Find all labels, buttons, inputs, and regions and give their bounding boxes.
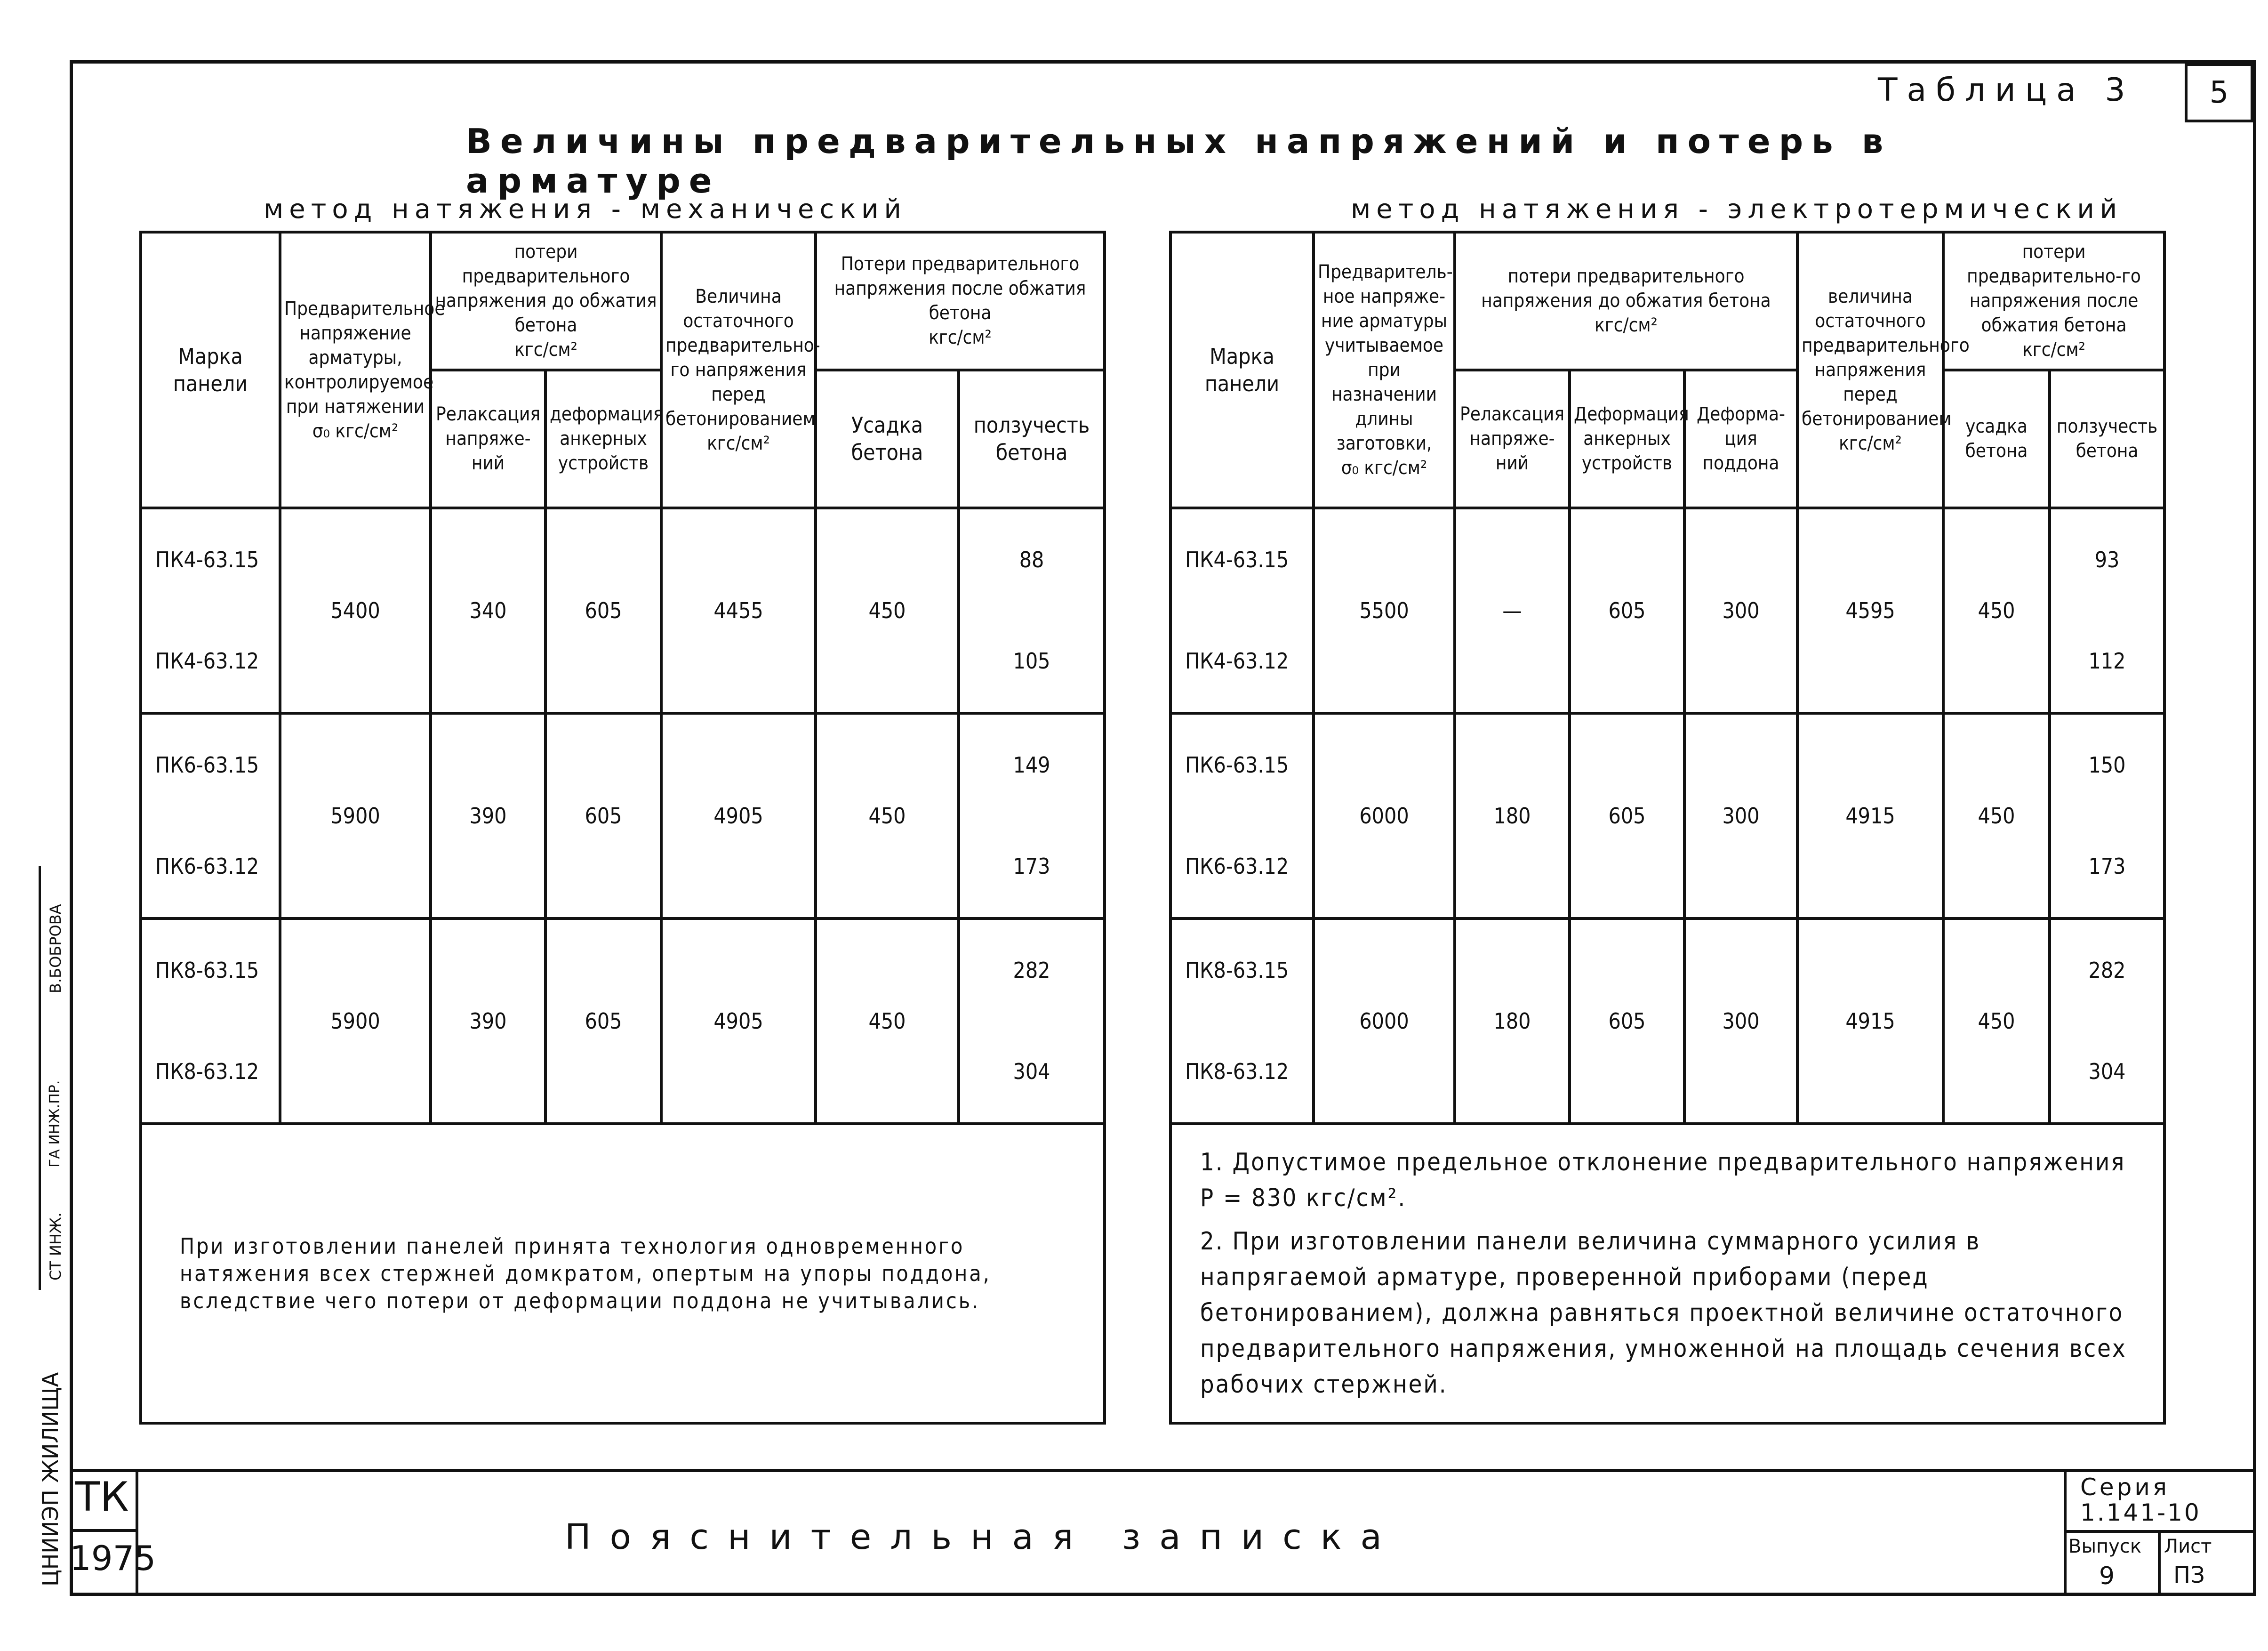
doc-title: Пояснительная записка [565, 1517, 1401, 1557]
col-losses-before-header: потери предварительного напряжения до обжатия бетона кгс/см² [431, 232, 661, 370]
panel-mark: ПК8-63.15 [1170, 918, 1314, 1021]
residual-value: 4595 [1797, 508, 1943, 713]
table-row [1170, 918, 2164, 1021]
side-stamp-role1: ГА ИНЖ.ПР. [47, 1080, 63, 1168]
footer-org-divider [71, 1529, 136, 1532]
col-prestress-header: Предварительное напряжение арматуры, контролируемое при натяжении σ₀ кгс/см² [280, 232, 431, 508]
shrink-value: 450 [816, 713, 959, 918]
creep-value: 282 [959, 918, 1105, 1021]
residual-value: 4915 [1797, 713, 1943, 918]
org-mark: ТК [75, 1474, 129, 1521]
creep-value: 105 [959, 611, 1105, 713]
side-stamp-name: В.БОБРОВА [47, 904, 64, 993]
prestress-value: 5900 [280, 918, 431, 1124]
col-anchor-header: Деформация анкерных устройств [1570, 370, 1684, 508]
relax-value: 390 [431, 918, 545, 1124]
col-creep-header: ползучесть бетона [959, 370, 1105, 508]
residual-value: 4905 [661, 713, 816, 918]
panel-mark: ПК8-63.12 [141, 1021, 280, 1124]
creep-value: 88 [959, 508, 1105, 611]
panel-mark: ПК6-63.15 [141, 713, 280, 816]
relax-value: 180 [1455, 713, 1570, 918]
side-stamp-org: ЦНИИЭП ЖИЛИЩА [38, 1372, 63, 1587]
panel-mark: ПК6-63.12 [141, 816, 280, 918]
series-label: Серия [2080, 1474, 2170, 1501]
residual-value: 4455 [661, 508, 816, 713]
panel-mark: ПК6-63.15 [1170, 713, 1314, 816]
sheet-label: Лист [2164, 1536, 2212, 1557]
shrink-value: 450 [1943, 508, 2050, 713]
panel-mark: ПК4-63.15 [1170, 508, 1314, 611]
anchor-value: 605 [545, 713, 661, 918]
creep-value: 150 [2050, 713, 2164, 816]
series-value: 1.141-10 [2080, 1499, 2201, 1526]
col-pallet-header: Деформа-ция поддона [1684, 370, 1797, 508]
col-shrink-header: усадка бетона [1943, 370, 2050, 508]
sheet-value: ПЗ [2173, 1562, 2205, 1588]
anchor-value: 605 [1570, 918, 1684, 1124]
creep-value: 149 [959, 713, 1105, 816]
panel-mark: ПК8-63.15 [141, 918, 280, 1021]
creep-value: 304 [2050, 1021, 2164, 1124]
col-losses-before-header: потери предварительного напряжения до обжатия бетона кгс/см² [1455, 232, 1797, 370]
creep-value: 93 [2050, 508, 2164, 611]
creep-value: 304 [959, 1021, 1105, 1124]
left-method-label: метод натяжения - механический [264, 194, 907, 225]
table-label: Таблица 3 [1878, 72, 2135, 109]
col-relax-header: Релаксация напряже-ний [431, 370, 545, 508]
shrink-value: 450 [816, 918, 959, 1124]
left-table [139, 231, 1106, 1425]
prestress-value: 5400 [280, 508, 431, 713]
pallet-value: 300 [1684, 713, 1797, 918]
col-mark-header: Марка панели [141, 232, 280, 508]
prestress-value: 6000 [1314, 713, 1455, 918]
page-number: 5 [2185, 63, 2253, 122]
footer-divider [70, 1469, 2256, 1472]
residual-value: 4915 [1797, 918, 1943, 1124]
relax-value: 390 [431, 713, 545, 918]
col-residual-header: величина остаточного предварительного напряжения перед бетонированием кгс/см² [1797, 232, 1943, 508]
left-note: При изготовлении панелей принята технология одновременного натяжения всех стержней домкратом, опертым на упоры поддона, вследствие чего потери от деформации поддона не учитывались. [141, 1124, 1105, 1423]
col-mark-header: Марка панели [1170, 232, 1314, 508]
side-stamp [24, 1372, 71, 1591]
shrink-value: 450 [1943, 918, 2050, 1124]
col-residual-header: Величина остаточного предварительно-го напряжения перед бетонированием кгс/см² [661, 232, 816, 508]
footer-year: 1975 [70, 1538, 156, 1578]
right-method-label: метод натяжения - электротермический [1351, 194, 2123, 225]
prestress-value: 6000 [1314, 918, 1455, 1124]
table-row [141, 713, 1105, 816]
right-table [1169, 231, 2166, 1425]
residual-value: 4905 [661, 918, 816, 1124]
pallet-value: 300 [1684, 508, 1797, 713]
creep-value: 112 [2050, 611, 2164, 713]
issue-label: Выпуск [2068, 1536, 2141, 1557]
page-title: Величины предварительных напряжений и потерь в арматуре [466, 121, 1892, 201]
anchor-value: 605 [1570, 713, 1684, 918]
relax-value: 180 [1455, 918, 1570, 1124]
panel-mark: ПК4-63.12 [141, 611, 280, 713]
anchor-value: 605 [545, 508, 661, 713]
issue-value: 9 [2099, 1562, 2115, 1590]
right-note-1: 1. Допустимое предельное отклонение предварительного напряжения P = 830 кгс/см². [1200, 1148, 2126, 1212]
table-row [1170, 508, 2164, 611]
panel-mark: ПК4-63.15 [141, 508, 280, 611]
panel-mark: ПК6-63.12 [1170, 816, 1314, 918]
col-anchor-header: деформация анкерных устройств [545, 370, 661, 508]
creep-value: 173 [2050, 816, 2164, 918]
col-losses-after-header: Потери предварительного напряжения после обжатия бетона кгс/см² [816, 232, 1105, 370]
creep-value: 282 [2050, 918, 2164, 1021]
issue-sheet-divider [2158, 1530, 2161, 1596]
creep-value: 173 [959, 816, 1105, 918]
prestress-value: 5500 [1314, 508, 1455, 713]
side-stamp-box [39, 866, 71, 1290]
panel-mark: ПК4-63.12 [1170, 611, 1314, 713]
table-row [1170, 713, 2164, 816]
side-stamp-role2: СТ ИНЖ. [47, 1212, 64, 1281]
prestress-value: 5900 [280, 713, 431, 918]
panel-mark: ПК8-63.12 [1170, 1021, 1314, 1124]
anchor-value: 605 [545, 918, 661, 1124]
right-note-2: 2. При изготовлении панели величина суммарного усилия в напрягаемой арматуре, проверенной приборами (перед бетонированием), должна равняться проектной величине остаточного предварительного напряжения, умноженной на площадь сечения всех рабочих стержней. [1200, 1227, 2127, 1399]
pallet-value: 300 [1684, 918, 1797, 1124]
col-relax-header: Релаксация напряже-ний [1455, 370, 1570, 508]
relax-value: 340 [431, 508, 545, 713]
col-losses-after-header: потери предварительно-го напряжения после обжатия бетона кгс/см² [1943, 232, 2164, 370]
relax-value: — [1455, 508, 1570, 713]
col-prestress-header: Предваритель-ное напряже-ние арматуры учитываемое при назначении длины заготовки, σ₀ кгс/см² [1314, 232, 1455, 508]
col-creep-header: ползучесть бетона [2050, 370, 2164, 508]
shrink-value: 450 [816, 508, 959, 713]
table-row [141, 918, 1105, 1021]
shrink-value: 450 [1943, 713, 2050, 918]
anchor-value: 605 [1570, 508, 1684, 713]
table-row [141, 508, 1105, 611]
col-shrink-header: Усадка бетона [816, 370, 959, 508]
right-notes [1170, 1124, 2164, 1423]
